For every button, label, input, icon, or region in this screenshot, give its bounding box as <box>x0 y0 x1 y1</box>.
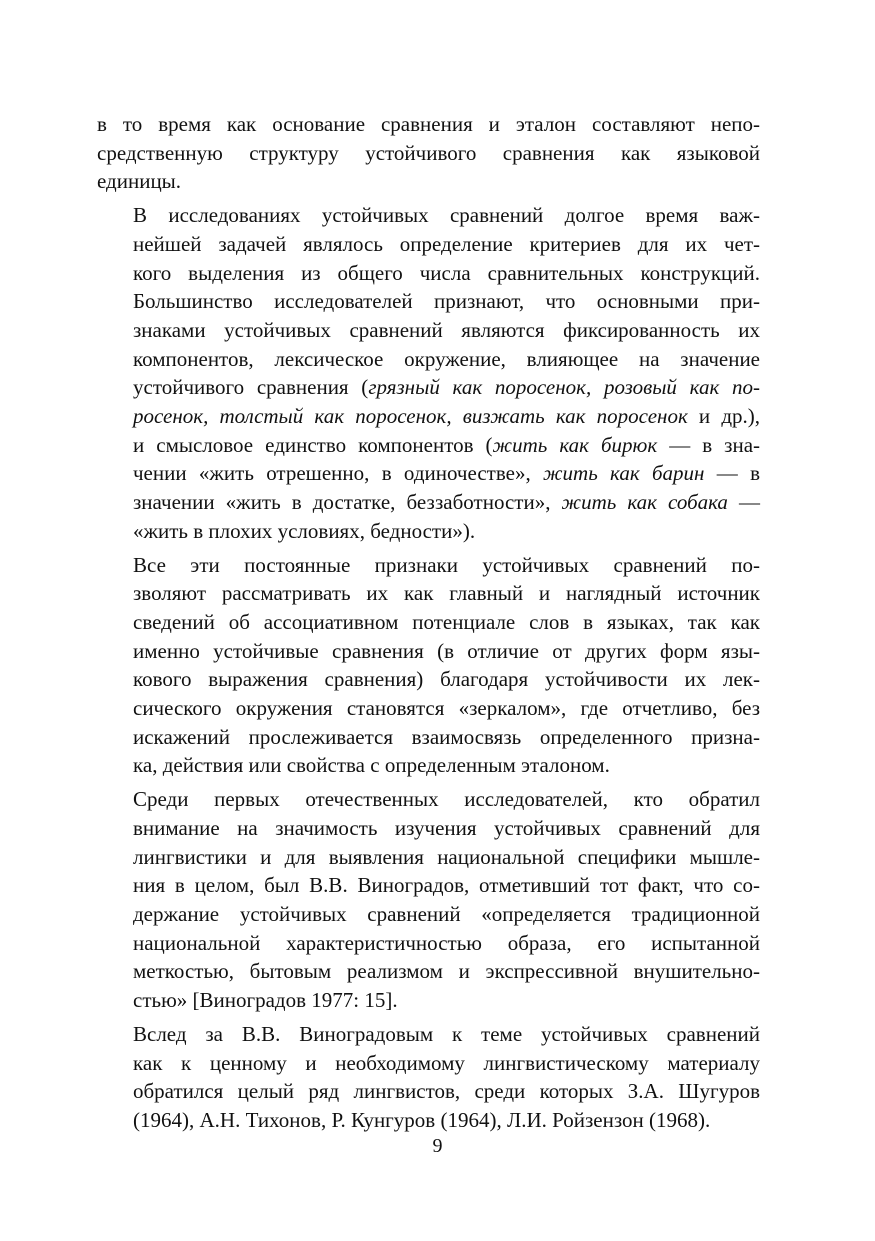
text-run: — в <box>704 461 760 486</box>
text-line <box>97 459 760 488</box>
text-run: зволяют рассматривать их как главный и наглядный источник <box>133 581 760 606</box>
text-line <box>97 1049 760 1078</box>
text-line <box>97 402 760 431</box>
text-run: компонентов, лексическое окружение, влияющее на значение <box>133 346 760 371</box>
text-run: сического окружения становятся «зеркалом», где отчетливо, без <box>133 696 760 721</box>
text-run: внимание на значимость изучения устойчивых сравнений для <box>133 815 760 840</box>
text-line <box>97 986 760 1015</box>
text-line <box>97 230 760 259</box>
italic-example: жить как барин <box>543 461 705 486</box>
paragraph <box>97 201 760 545</box>
text-run: «жить в плохих условиях, бедности»). <box>133 518 476 543</box>
paragraph <box>97 551 760 781</box>
text-line <box>97 579 760 608</box>
text-run: сведений об ассоциативном потенциале слов в языках, так как <box>133 609 760 634</box>
italic-example: жить как бирюк <box>492 432 658 457</box>
text-run: ка, действия или свойства с определенным эталоном. <box>133 753 610 778</box>
text-run: обратился целый ряд лингвистов, среди которых З.А. Шугуров <box>133 1079 760 1104</box>
text-run: ния в целом, был В.В. Виноградов, отметивший тот факт, что со- <box>133 873 760 898</box>
text-run: стью» [Виноградов 1977: 15]. <box>133 988 398 1013</box>
text-line <box>97 665 760 694</box>
text-run: единицы. <box>97 169 182 194</box>
text-run: в то время как основание сравнения и эталон составляют непо- <box>97 112 760 136</box>
text-run: устойчивого сравнения ( <box>133 375 369 400</box>
italic-example: грязный как поросенок, розовый как по- <box>368 375 760 400</box>
text-run: национальной характеристичностью образа, его испытанной <box>133 930 760 955</box>
text-line <box>97 201 760 230</box>
text-line <box>97 110 760 139</box>
text-run: меткостью, бытовым реализмом и экспрессивной внушительно- <box>133 959 760 984</box>
text-run: как к ценному и необходимому лингвистическому материалу <box>133 1050 760 1075</box>
text-line <box>97 723 760 752</box>
text-line <box>97 287 760 316</box>
text-line <box>97 431 760 460</box>
text-run: Все эти постоянные признаки устойчивых сравнений по- <box>133 552 760 577</box>
text-run: знаками устойчивых сравнений являются фиксированность их <box>133 317 760 342</box>
italic-example: жить как собака <box>561 490 728 515</box>
text-run: нейшей задачей являлось определение критериев для их чет- <box>133 231 760 256</box>
italic-example: росенок, толстый как поросенок, визжать как поросенок <box>133 404 688 429</box>
text-line <box>97 814 760 843</box>
text-line <box>97 608 760 637</box>
text-run: кового выражения сравнения) благодаря устойчивости их лек- <box>133 667 760 692</box>
text-run: Среди первых отечественных исследователей, кто обратил <box>133 787 760 812</box>
text-run: держание устойчивых сравнений «определяется традиционной <box>133 901 760 926</box>
body-text <box>97 110 760 1135</box>
text-line <box>97 694 760 723</box>
text-run: средственную структуру устойчивого сравнения как языковой <box>97 140 760 165</box>
text-line <box>97 551 760 580</box>
page-number: 9 <box>432 1135 443 1157</box>
text-run: чении «жить отрешенно, в одиночестве», <box>133 461 543 486</box>
text-run: кого выделения из общего числа сравнительных конструкций. <box>133 260 760 285</box>
text-run: и смысловое единство компонентов ( <box>133 432 493 457</box>
text-line <box>97 929 760 958</box>
text-run: значении «жить в достатке, беззаботности», <box>133 490 562 515</box>
text-run: — в зна- <box>657 432 761 457</box>
text-line <box>97 785 760 814</box>
text-run: и др.), <box>687 404 760 429</box>
text-line <box>97 517 760 546</box>
paragraph <box>97 110 760 196</box>
text-run: именно устойчивые сравнения (в отличие от других форм язы- <box>133 638 760 663</box>
text-run: Большинство исследователей признают, что основными при- <box>133 289 760 314</box>
text-line <box>97 259 760 288</box>
text-line <box>97 637 760 666</box>
text-line <box>97 373 760 402</box>
paragraph <box>97 1020 760 1135</box>
text-run: (1964), А.Н. Тихонов, Р. Кунгуров (1964), Л.И. Ройзензон (1968). <box>133 1107 711 1132</box>
text-line <box>97 488 760 517</box>
text-run: — <box>727 490 761 515</box>
text-line <box>97 843 760 872</box>
text-line <box>97 751 760 780</box>
paragraph <box>97 785 760 1015</box>
text-line <box>97 1077 760 1106</box>
text-line <box>97 316 760 345</box>
text-run: лингвистики и для выявления национальной специфики мышле- <box>133 844 760 869</box>
text-line <box>97 1020 760 1049</box>
text-line <box>97 139 760 168</box>
text-line <box>97 871 760 900</box>
text-line <box>97 345 760 374</box>
text-run: В исследованиях устойчивых сравнений долгое время важ- <box>133 203 760 228</box>
text-line <box>97 957 760 986</box>
text-line <box>97 167 760 196</box>
text-run: Вслед за В.В. Виноградовым к теме устойчивых сравнений <box>133 1021 760 1046</box>
text-run: искажений прослеживается взаимосвязь определенного призна- <box>133 724 760 749</box>
text-line <box>97 1106 760 1135</box>
text-line <box>97 900 760 929</box>
